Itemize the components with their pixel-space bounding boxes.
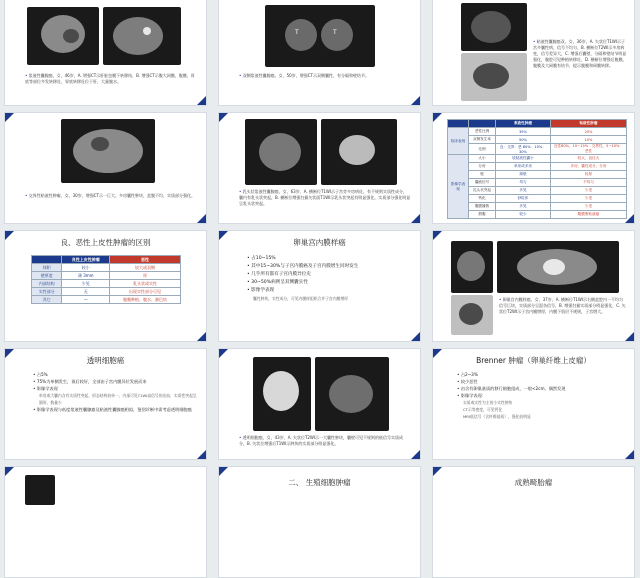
bullet-item: • 其中15~30%与子宫内膜癌及子宫内膜增生同时发生: [247, 264, 359, 269]
bullet-item: • 75%为单侧发生，预后较好，全部由子宫内膜异位发展而来: [33, 379, 147, 384]
row-group-label: 影像学表现: [448, 155, 469, 219]
bullet-item: • 影像学表现: [247, 288, 275, 293]
bullet-subitem: MRI低信号（含纤维基质），强化较明显: [463, 414, 531, 419]
mri-image: [497, 241, 619, 293]
corner-accent: [219, 349, 228, 358]
table-header: 浆液性肿瘤: [496, 120, 551, 128]
mri-image: [461, 3, 527, 51]
slide-title: 卵巢宫内膜样癌: [293, 238, 346, 247]
corner-accent: [219, 467, 228, 476]
bullet-item: • 较少恶性: [457, 379, 478, 384]
mri-image: [245, 119, 317, 185]
slide-thumbnail-2[interactable]: [218, 0, 421, 106]
slide-thumbnail-8[interactable]: [218, 230, 421, 342]
ct-image: [27, 7, 99, 65]
comparison-table: 良性上皮性肿瘤 恶性 体积 较小 较大或双侧 壁厚度 薄 3mm 厚 内部结构 少见 乳头状或实性 实性部分 无 出现实性部分可见 其它 — 腹膜种植、腹水、淋巴结: [31, 255, 181, 304]
bullet-list: [247, 255, 415, 303]
slide-title: Brenner 肿瘤（卵巢纤维上皮瘤）: [476, 356, 591, 365]
corner-accent: [197, 96, 206, 105]
bullet-subitem: 囊性肿块，实性成分，可见内膜样组织合并子宫内膜增厚: [253, 296, 348, 301]
slide-thumbnail-10[interactable]: [4, 348, 207, 460]
slide-caption: • 乳头状浆液性囊腺癌，女，63岁，A. 横断位T1WI示子宫旁多房病灶，有不规则实质性成分，囊内有乳头状突起，B. 横断位增强扫描矢状面T1WI示乳头状突起有明显强化，实质部分强化明显呈乳头状突起。: [239, 189, 411, 206]
corner-accent: [197, 332, 206, 341]
corner-accent: [433, 467, 442, 476]
corner-accent: [197, 450, 206, 459]
slide-thumbnail-7[interactable]: [4, 230, 207, 342]
corner-accent: [433, 231, 442, 240]
mri-image: [321, 119, 397, 185]
slide-thumbnail-14[interactable]: [218, 466, 421, 578]
table-header: 恶性: [110, 256, 181, 264]
bullet-item: • 占5%: [33, 372, 48, 377]
ct-image: [103, 7, 181, 65]
slide-caption: • 粘液性囊腺癌双，女，36岁，A. 矢状位T1WI示子宫多囊性病，信号不均匀，B. 横断位T2WI示多房病变，信号差异大，C. 增强后囊壁、分隔和壁结节明显强化，腹腔可见种植转移灶，D. 横断位增强后腹膜，腹膜及大网膜有结节，提示腹膜和网膜转移。: [533, 39, 627, 68]
slide-thumbnail-11[interactable]: [218, 348, 421, 460]
bullet-item: • 30~50%病例呈双侧囊实性: [247, 280, 308, 285]
corner-accent: [411, 450, 420, 459]
corner-accent: [411, 332, 420, 341]
bullet-item: • 占2~3%: [457, 372, 478, 377]
slide-caption: • 交界性粘液性肿瘤，女，30岁，增强CT示一巨大、多房囊性肿块，盆腹不均，实质部分强化。: [25, 193, 195, 198]
comparison-table: 浆液性肿瘤 粘液性肿瘤 临床表现 恶性比例 35% 20% 双侧发生率 50% 10% 比例 良：交界：恶 60%：10%：30% 良性80%，10~15%：交界性，5~10%：恶性 影像学表现 大小 较粘液性囊小 较大，直径大 分房 单房或多房 多房，囊性成分，分房 壁 薄壁 较厚 囊液信号 均匀 不均匀 乳头状突起 多见 少见 钙化 砂粒体 少见 腹膜播散 多见 少见 假腹 较少 腹膜假粘液瘤: [447, 119, 627, 219]
corner-accent: [197, 214, 206, 223]
corner-accent: [625, 450, 634, 459]
slide-thumbnail-3[interactable]: [432, 0, 635, 106]
slide-thumbnail-13[interactable]: [4, 466, 207, 578]
slide-title: 透明细胞癌: [86, 356, 125, 365]
mri-image: [253, 357, 311, 431]
slide-title: 二、 生殖细胞肿瘤: [288, 478, 351, 487]
bullet-subitem: CT示等密度，可见钙化: [463, 407, 503, 412]
table-header: [448, 120, 469, 128]
corner-accent: [5, 467, 14, 476]
table-header: [469, 120, 496, 128]
corner-accent: [625, 214, 634, 223]
slide-caption: • 卵巢宫内膜样癌，女，37岁，A. 横断位T1WI示右侧盆腔内一不均匀信号巨块，实质部分呈混杂信号，B. 增强扫描实质部分明显强化，C. 矢状位T2WI示子宫内膜增厚，内膜下肌层不规则，子宫增大。: [499, 297, 626, 314]
ct-image: [265, 5, 375, 67]
tumor-label: T: [295, 29, 299, 36]
table-header: 粘液性肿瘤: [550, 120, 626, 128]
mri-image: [315, 357, 389, 431]
bullet-subitem: 实质或实性为主的小实性肿块: [463, 400, 513, 405]
ct-image: [25, 475, 55, 505]
table-header: [32, 256, 62, 264]
corner-accent: [411, 96, 420, 105]
corner-accent: [433, 113, 442, 122]
slide-thumbnail-5[interactable]: [218, 112, 421, 224]
tumor-label: T: [333, 29, 337, 36]
bullet-item: • 影像学表现: [33, 386, 58, 391]
slide-thumbnail-12[interactable]: [432, 348, 635, 460]
ct-image: [61, 119, 155, 183]
bullet-item: • 几乎所有都有子宫内膜异位史: [247, 272, 311, 277]
slide-caption: • 双侧浆液性囊腺癌，女，50岁，增强CT示双侧囊性，有分隔和壁结节。: [239, 73, 369, 78]
slide-thumbnail-6[interactable]: [432, 112, 635, 224]
corner-accent: [5, 113, 14, 122]
bullet-item: • 影像学表现：: [457, 393, 486, 398]
slide-thumbnail-9[interactable]: [432, 230, 635, 342]
mri-image: [461, 53, 527, 101]
slide-thumbnail-1[interactable]: [4, 0, 207, 106]
bullet-item: • 由含有卵巢基质的移行细胞组成，一般<2cm，偶然发现: [457, 386, 566, 391]
corner-accent: [411, 214, 420, 223]
bullet-item: • 占10~15%: [247, 256, 276, 261]
corner-accent: [219, 113, 228, 122]
mri-image: [451, 241, 493, 293]
slide-title: 成熟畸胎瘤: [514, 478, 553, 487]
bullet-subitem: 单房或大囊内含有实质性突起，形态结构较单一，内部可见T1WI高信号的出血，实质性突起呈圆形，数量少: [39, 393, 197, 405]
row-group-label: 临床表现: [448, 128, 469, 155]
slide-thumbnail-4[interactable]: [4, 112, 207, 224]
bullet-item: • 影像学表现与低度浆液性囊腺癌及粘液性囊腺癌相似，鉴别诊断中需考虑透明细胞癌: [33, 407, 192, 412]
bullet-list: [33, 371, 199, 413]
slide-thumbnail-15[interactable]: [432, 466, 635, 578]
slide-caption: • 浆液性囊腺癌，女，46岁，A. 增强CT示肝脏包膜下转移结，B. 增强CT示腹大网膜，腹膜，胃底等部位多发转移灶，胃底转移灶位于肝，大量腹水。: [25, 73, 195, 84]
slide-caption: • 透明细胞癌，女，43岁，A. 矢状位T2WI示一大囊性肿块，囊壁可见不规则的低信号实质成分，B. 矢状位增强后T1WI示肿块的实质部分明显强化。: [239, 435, 404, 446]
mri-image: [451, 295, 493, 335]
corner-accent: [625, 332, 634, 341]
slide-title: 良、恶性上皮性肿瘤的区别: [60, 238, 151, 247]
bullet-list: [457, 371, 629, 420]
table-header: 良性上皮性肿瘤: [62, 256, 110, 264]
